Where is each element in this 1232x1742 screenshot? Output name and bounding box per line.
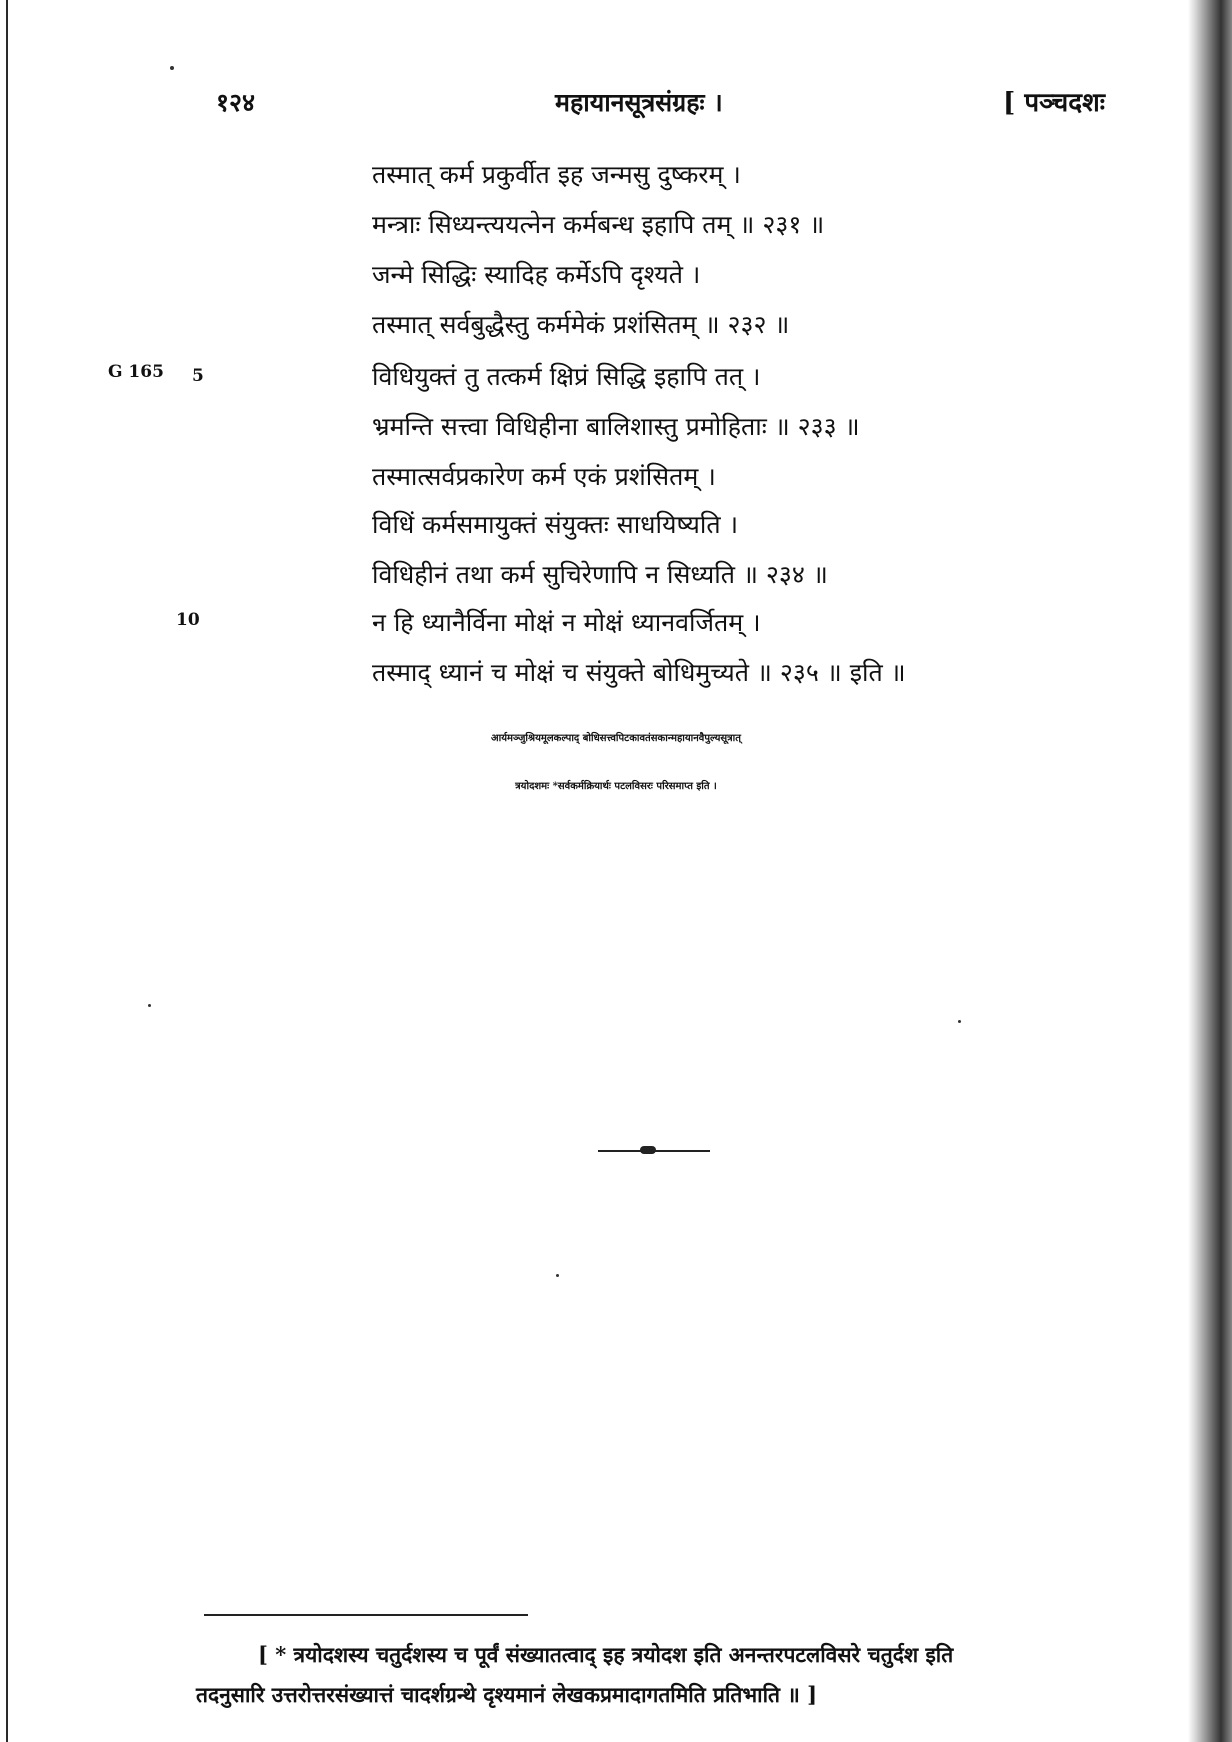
section-divider-ornament	[640, 1146, 656, 1154]
page-number: १२४	[216, 88, 256, 117]
verse-line: विधिं कर्मसमायुक्तं संयुक्तः साधयिष्यति ।	[372, 510, 739, 539]
book-spine-shadow	[1188, 0, 1232, 1742]
footnote-line: तदनुसारि उत्तरोत्तरसंख्यात्तं चादर्शग्रन्थे दृश्यमानं लेखकप्रमादागतमिति प्रतिभाति ॥ ]	[196, 1682, 818, 1707]
verse-line: मन्त्राः सिध्यन्त्ययत्नेन कर्मबन्ध इहापि तम् ॥ २३१ ॥	[372, 210, 825, 239]
verse-line: तस्मात्सर्वप्रकारेण कर्म एकं प्रशंसितम् ।	[372, 462, 716, 491]
speck	[958, 1020, 961, 1023]
verse-line: न हि ध्यानैर्विना मोक्षं न मोक्षं ध्यानवर्जितम् ।	[372, 608, 761, 637]
footnote-line: [ * त्रयोदशस्य चतुर्दशस्य च पूर्वं संख्यातत्वाद् इह त्रयोदश इति अनन्तरपटलविसरे चतुर्दश इति	[258, 1642, 954, 1667]
colophon-line: त्रयोदशमः *सर्वकर्मक्रियार्थः पटलविसरः परिसमाप्त इति ।	[515, 781, 717, 792]
verse-line: भ्रमन्ति सत्त्वा विधिहीना बालिशास्तु प्रमोहिताः ॥ २३३ ॥	[372, 412, 860, 441]
verse-line: तस्मात् सर्वबुद्धैस्तु कर्ममेकं प्रशंसितम् ॥ २३२ ॥	[372, 310, 790, 339]
verse-line: जन्मे सिद्धिः स्यादिह कर्मेऽपि दृश्यते ।	[372, 260, 701, 289]
speck	[170, 66, 174, 70]
line-number-5: 5	[192, 366, 204, 386]
chapter-marker: [ पञ्चदशः	[1003, 88, 1106, 118]
verse-line: तस्मात् कर्म प्रकुर्वीत इह जन्मसु दुष्करम् ।	[372, 160, 741, 189]
running-title: महायानसूत्रसंग्रहः ।	[555, 88, 723, 117]
speck	[556, 1274, 559, 1277]
folio-reference: G 165	[108, 362, 164, 382]
speck	[148, 1004, 151, 1007]
footnote-rule	[204, 1614, 528, 1616]
line-number-10: 10	[176, 610, 200, 630]
colophon-line: आर्यमञ्जुश्रियमूलकल्पाद् बोधिसत्त्वपिटकावतंसकान्महायानवैपुल्यसूत्रात्	[491, 733, 741, 744]
verse-line: तस्माद् ध्यानं च मोक्षं च संयुक्ते बोधिमुच्यते ॥ २३५ ॥ इति ॥	[372, 658, 906, 687]
page-left-edge-rule	[6, 0, 8, 1742]
verse-line: विधिहीनं तथा कर्म सुचिरेणापि न सिध्यति ॥ २३४ ॥	[372, 560, 828, 589]
verse-line: विधियुक्तं तु तत्कर्म क्षिप्रं सिद्धि इहापि तत् ।	[372, 362, 761, 391]
